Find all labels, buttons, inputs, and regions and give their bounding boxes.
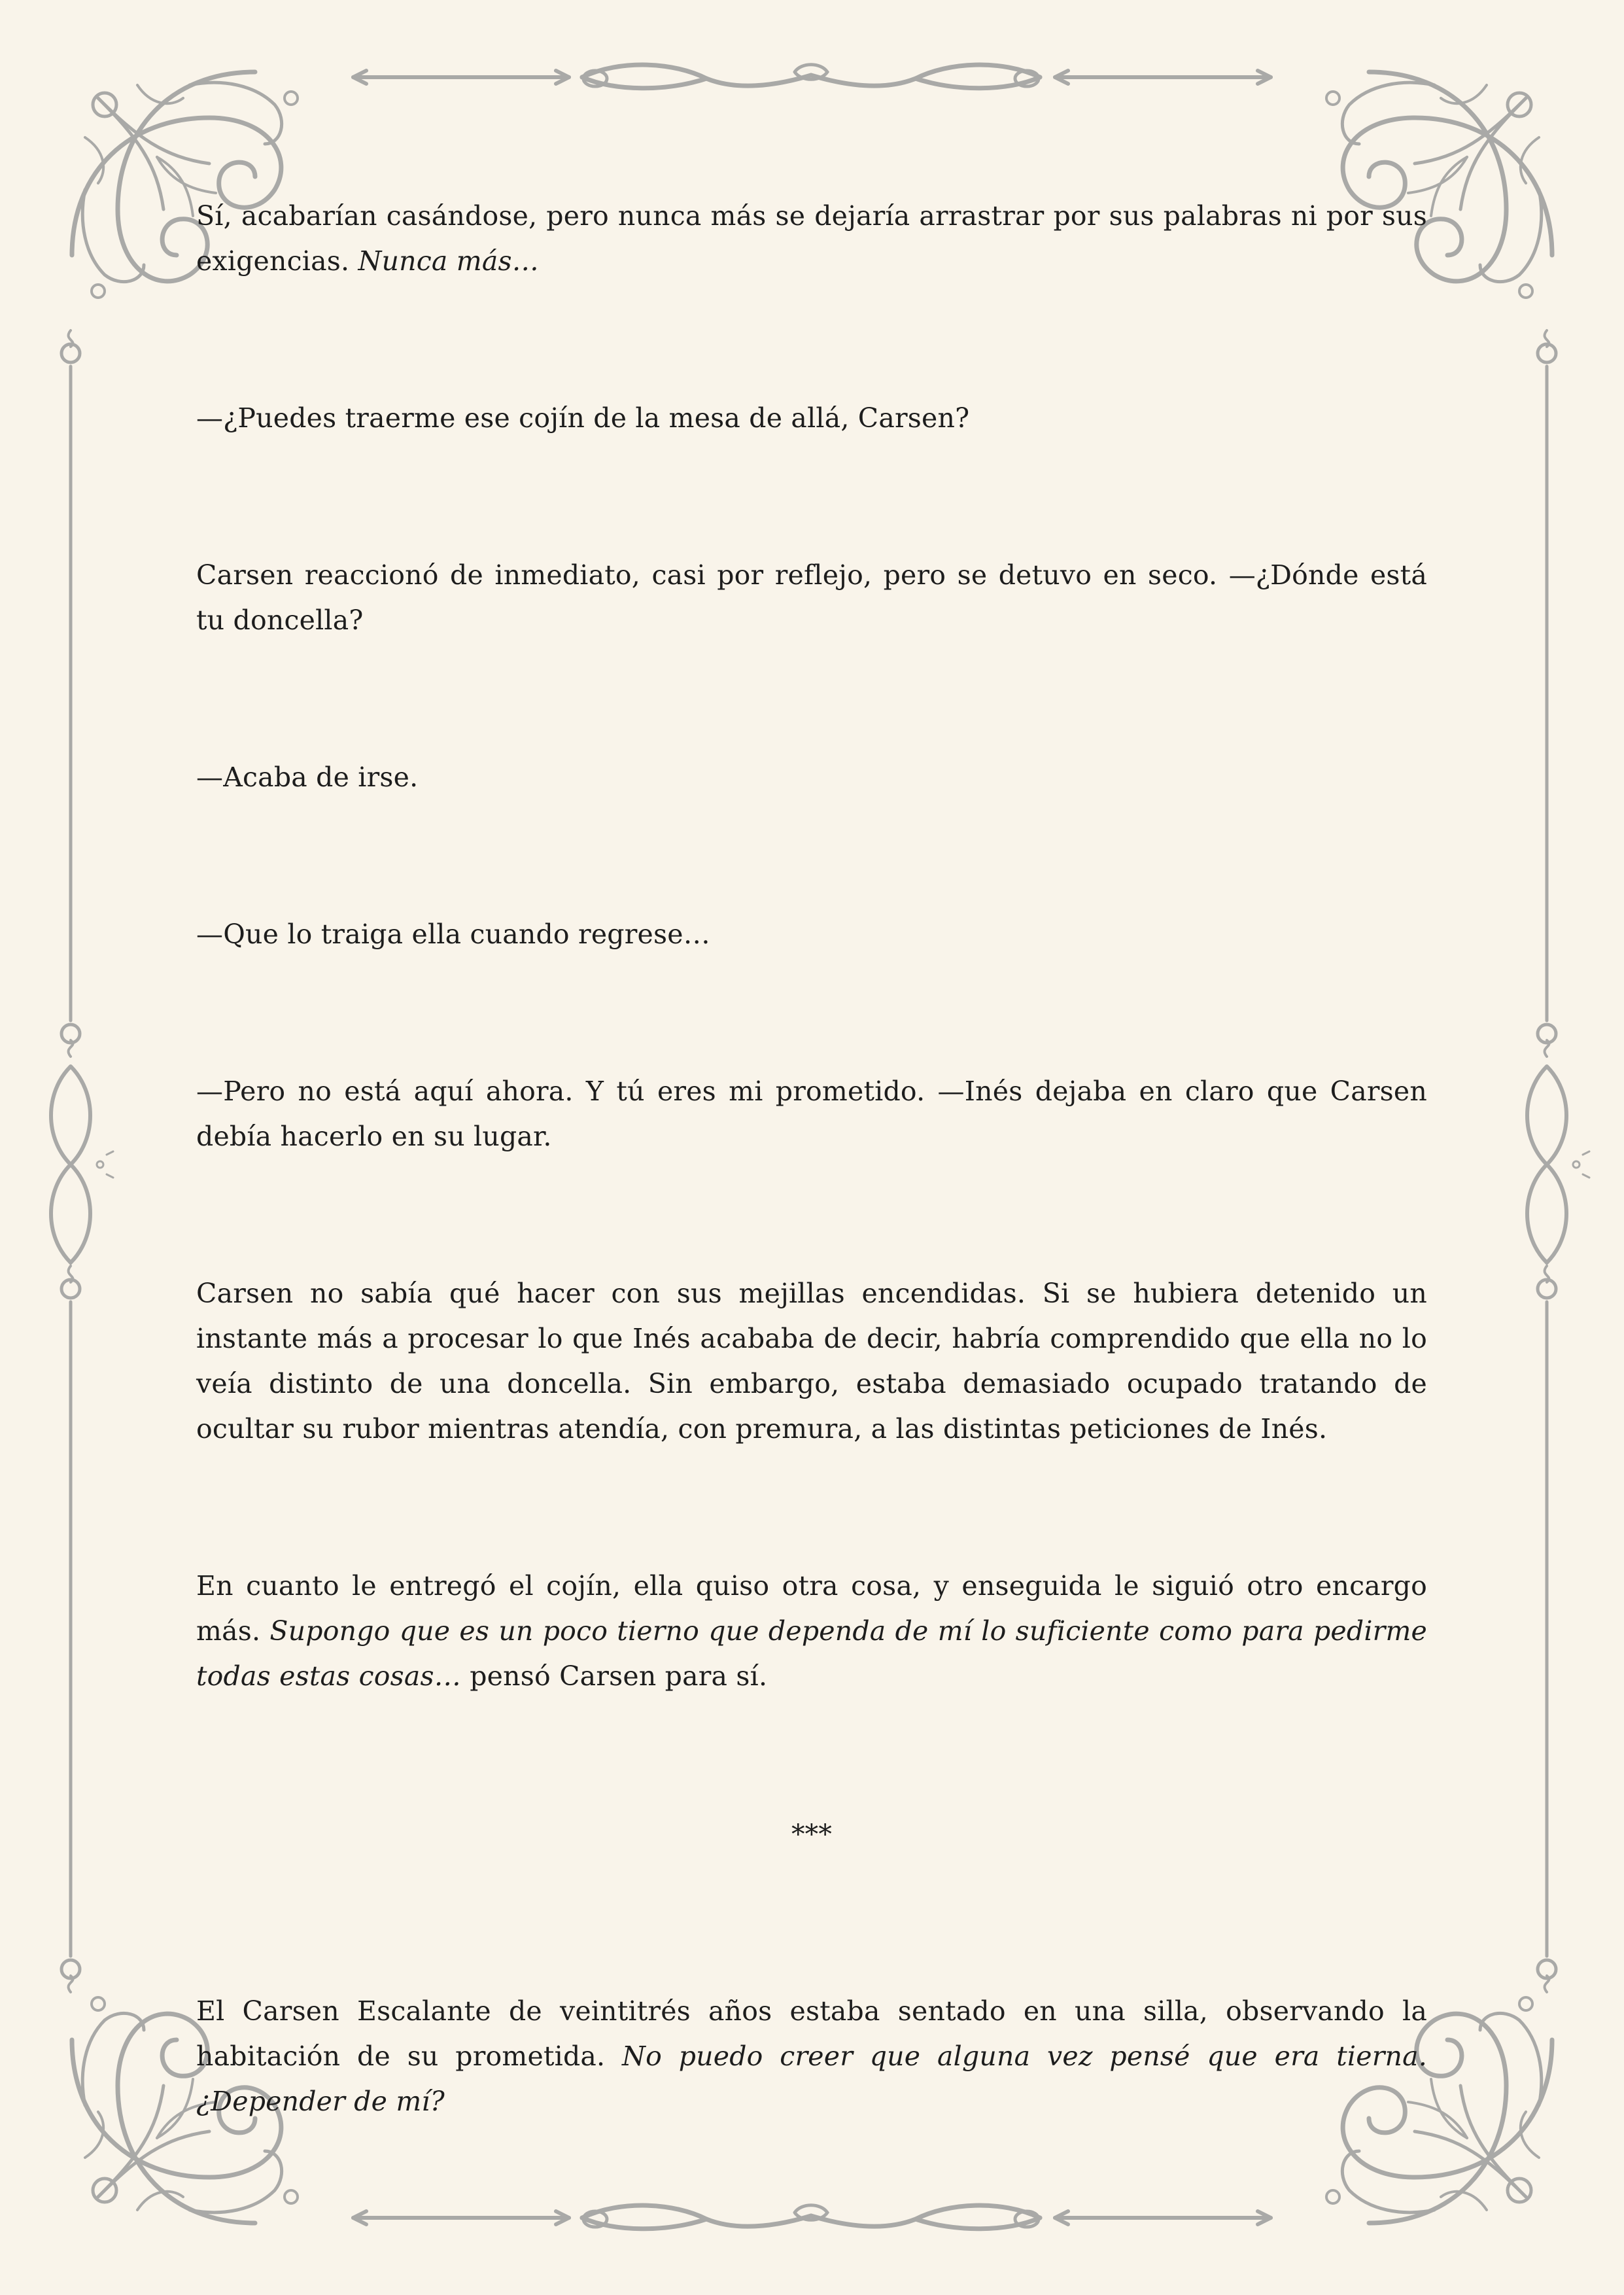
paragraph-3 bbox=[196, 553, 1427, 643]
paragraph-7-text: Carsen no sabía qué hacer con sus mejillas encendidas. Si se hubiera detenido un instante más a procesar lo que Inés acababa de decir, habría comprendido que ella no lo veía distinto de una doncella. Sin embargo, estaba demasiado ocupado tratando de ocultar su rubor mientras atendía, con premura, a las distintas peticiones de Inés. bbox=[196, 1278, 1427, 1445]
paragraph-2-text: —¿Puedes traerme ese cojín de la mesa de allá, Carsen? bbox=[196, 402, 970, 434]
right-loop-ornament bbox=[1527, 1066, 1589, 1263]
paragraph-5 bbox=[196, 912, 1427, 957]
top-center-flourish bbox=[582, 65, 1040, 88]
left-vine-lower bbox=[61, 1266, 80, 1992]
paragraph-6 bbox=[196, 1069, 1427, 1159]
right-vine-upper bbox=[1538, 330, 1556, 1057]
paragraph-1-italic: Nunca más… bbox=[358, 245, 539, 277]
paragraph-8-italic: Supongo que es un poco tierno que dependa de mí lo suficiente como para pedirme todas estas cosas… bbox=[196, 1615, 1427, 1692]
bottom-right-line bbox=[1055, 2211, 1271, 2224]
paragraph-3-text: Carsen reaccionó de inmediato, casi por reflejo, pero se detuvo en seco. —¿Dónde está tu doncella? bbox=[196, 559, 1427, 636]
paragraph-4-text: —Acaba de irse. bbox=[196, 762, 419, 793]
scene-separator-text: *** bbox=[791, 1819, 833, 1850]
paragraph-6-text: —Pero no está aquí ahora. Y tú eres mi prometido. —Inés dejaba en claro que Carsen debía hacerlo en su lugar. bbox=[196, 1076, 1427, 1152]
paragraph-8-text: En cuanto le entregó el cojín, ella quiso otra cosa, y enseguida le siguió otro encargo más. bbox=[196, 1570, 1427, 1647]
paragraph-9-italic: No puedo creer que alguna vez pensé que era tierna. ¿Depender de mí? bbox=[196, 2041, 1427, 2117]
left-vine-upper bbox=[61, 330, 80, 1057]
paragraph-4 bbox=[196, 755, 1427, 800]
bottom-center-flourish bbox=[582, 2205, 1040, 2229]
paragraph-1-text: Sí, acabarían casándose, pero nunca más se dejaría arrastrar por sus palabras ni por sus exigencias. bbox=[196, 200, 1427, 277]
paragraph-9 bbox=[196, 1989, 1427, 2124]
paragraph-9-text: El Carsen Escalante de veintitrés años estaba sentado en una silla, observando la habitación de su prometida. bbox=[196, 1995, 1427, 2072]
paragraph-1 bbox=[196, 194, 1427, 284]
scene-separator bbox=[196, 1812, 1427, 1857]
paragraph-8-text-end: pensó Carsen para sí. bbox=[461, 1660, 768, 1692]
paragraph-8 bbox=[196, 1564, 1427, 1699]
bottom-left-line bbox=[353, 2211, 569, 2224]
top-right-line bbox=[1055, 71, 1271, 84]
top-left-line bbox=[353, 71, 569, 84]
paragraph-7 bbox=[196, 1271, 1427, 1452]
paragraph-5-text: —Que lo traiga ella cuando regrese… bbox=[196, 919, 710, 950]
paragraph-2 bbox=[196, 396, 1427, 441]
left-loop-ornament bbox=[51, 1066, 113, 1263]
right-vine-lower bbox=[1538, 1266, 1556, 1992]
